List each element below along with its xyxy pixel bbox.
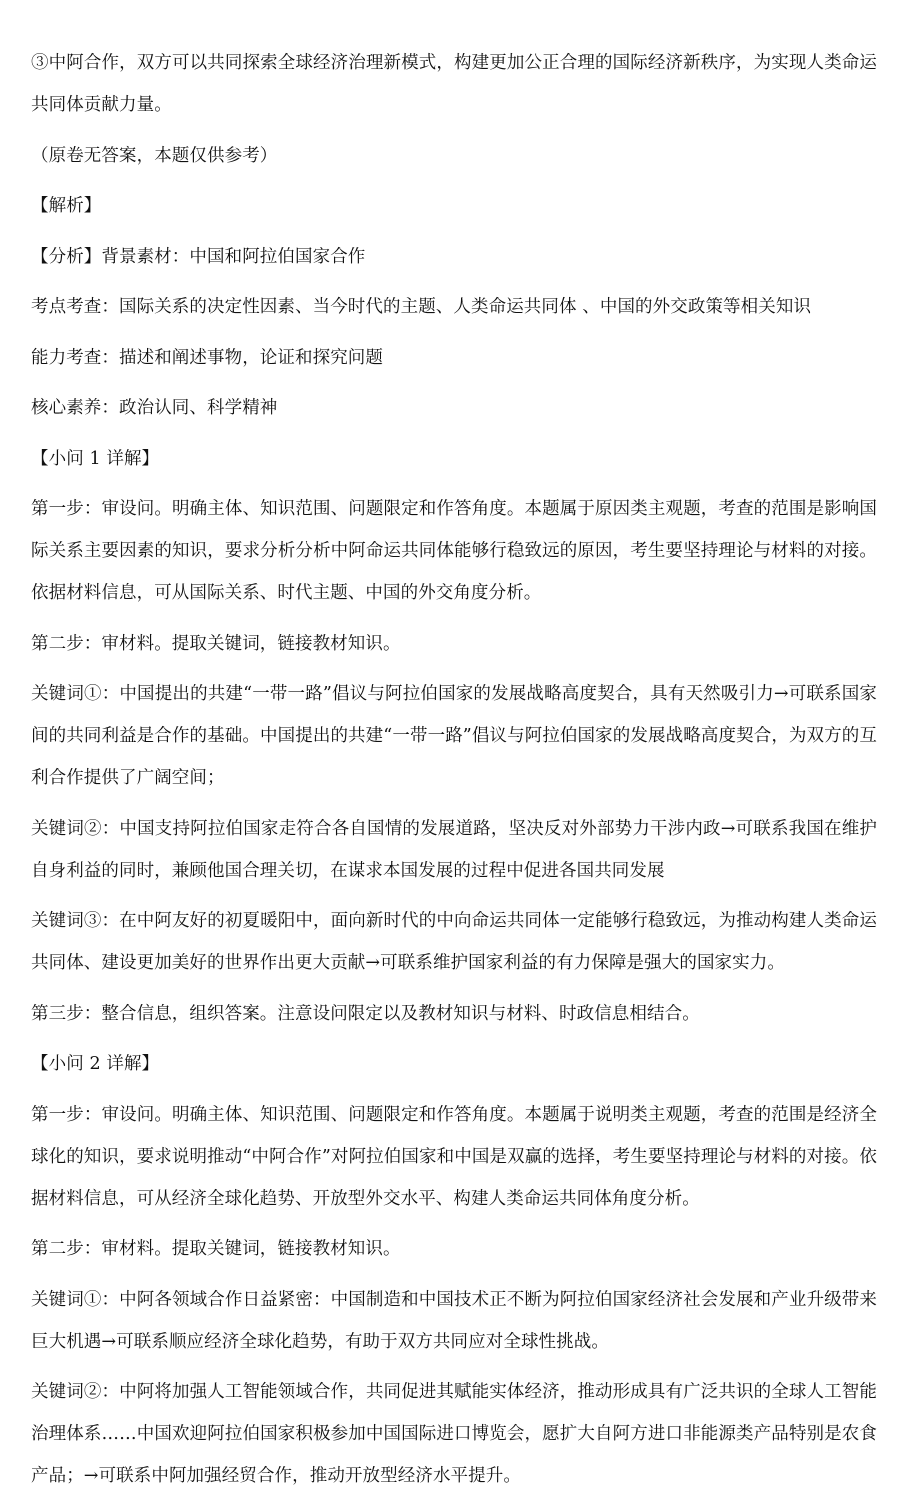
reference-note: （原卷无答案，本题仅供参考）: [31, 145, 278, 166]
q2-keyword-2: 关键词②：中阿将加强人工智能领域合作，共同促进其赋能实体经济，推动形成具有广泛共识的全球人工智能治理体系……中国欢迎阿拉伯国家积极参加中国国际进口博览会，愿扩大自阿方进口非能源类产品特别是农食产品；→可联系中阿加强经贸合作，推动开放型经济水平提升。: [31, 1382, 877, 1486]
q2-step-2: 第二步：审材料。提取关键词，链接教材知识。: [31, 1239, 401, 1259]
sub-question-2-heading: 【小问 2 详解】: [31, 1054, 160, 1074]
ability-requirements: 能力考查：描述和阐述事物，论证和探究问题: [31, 347, 383, 368]
q1-keyword-1: 关键词①：中国提出的共建“一带一路”倡议与阿拉伯国家的发展战略高度契合，具有天然吸引力→可联系国家间的共同利益是合作的基础。中国提出的共建“一带一路”倡议与阿拉伯国家的发展战略高度契合，为双方的互利合作提供了广阔空间；: [31, 684, 877, 788]
q2-step-1: 第一步：审设问。明确主体、知识范围、问题限定和作答角度。本题属于说明类主观题，考查的范围是经济全球化的知识，要求说明推动“中阿合作”对阿拉伯国家和中国是双赢的选择，考生要坚持理论与材料的对接。依据材料信息，可从经济全球化趋势、开放型外交水平、构建人类命运共同体角度分析。: [31, 1104, 877, 1209]
q1-keyword-3: 关键词③：在中阿友好的初夏暖阳中，面向新时代的中向命运共同体一定能够行稳致远，为推动构建人类命运共同体、建设更加美好的世界作出更大贡献→可联系维护国家利益的有力保障是强大的国家实力。: [31, 911, 877, 973]
exam-points: 考点考查：国际关系的决定性因素、当今时代的主题、人类命运共同体 、中国的外交政策等相关知识: [31, 297, 812, 317]
analysis-heading: 【解析】: [31, 196, 102, 216]
core-literacy: 核心素养：政治认同、科学精神: [31, 398, 278, 418]
document-page: [31, 42, 877, 1506]
q1-step-3: 第三步：整合信息，组织答案。注意设问限定以及教材知识与材料、时政信息相结合。: [31, 1003, 700, 1024]
q1-step-2: 第二步：审材料。提取关键词，链接教材知识。: [31, 633, 401, 654]
analysis-background: 【分析】背景素材：中国和阿拉伯国家合作: [31, 246, 366, 267]
q1-keyword-2: 关键词②：中国支持阿拉伯国家走符合各自国情的发展道路，坚决反对外部势力干涉内政→可联系我国在维护自身利益的同时，兼顾他国合理关切，在谋求本国发展的过程中促进各国共同发展: [31, 818, 877, 881]
sub-question-1-heading: 【小问 1 详解】: [31, 448, 160, 469]
q1-step-1: 第一步：审设问。明确主体、知识范围、问题限定和作答角度。本题属于原因类主观题，考查的范围是影响国际关系主要因素的知识，要求分析分析中阿命运共同体能够行稳致远的原因，考生要坚持理论与材料的对接。依据材料信息，可从国际关系、时代主题、中国的外交角度分析。: [31, 499, 877, 603]
q2-keyword-1: 关键词①：中阿各领域合作日益紧密：中国制造和中国技术正不断为阿拉伯国家经济社会发展和产业升级带来巨大机遇→可联系顺应经济全球化趋势，有助于双方共同应对全球性挑战。: [31, 1289, 877, 1352]
answer-point-3: ③中阿合作，双方可以共同探索全球经济治理新模式，构建更加公正合理的国际经济新秩序，为实现人类命运共同体贡献力量。: [31, 53, 877, 115]
